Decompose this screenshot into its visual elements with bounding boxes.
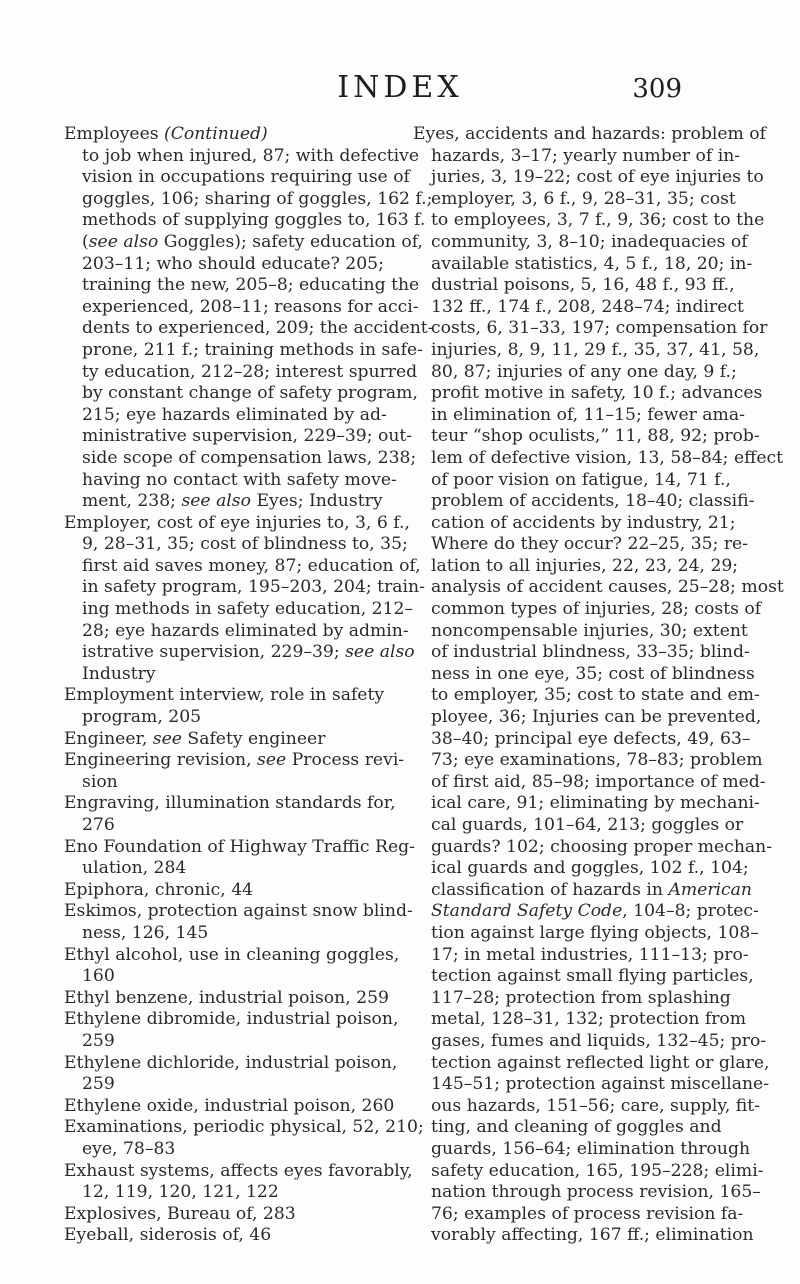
index-entry: Explosives, Bureau of, 283 bbox=[64, 1203, 296, 1224]
index-entry-continuation: guards, 156–64; elimination through bbox=[431, 1138, 751, 1159]
index-entry-continuation: guards? 102; choosing proper mechan- bbox=[431, 836, 773, 857]
index-entry-continuation: hazards, 3–17; yearly number of in- bbox=[431, 145, 741, 166]
index-entry-continuation: ty education, 212–28; interest spurred bbox=[82, 361, 418, 382]
index-entry-continuation: gases, fumes and liquids, 132–45; pro- bbox=[431, 1030, 767, 1051]
index-entry: Examinations, periodic physical, 52, 210; bbox=[64, 1117, 424, 1138]
index-entry-continuation: in safety program, 195–203, 204; train- bbox=[82, 577, 425, 598]
index-column-left bbox=[64, 124, 434, 1247]
index-entry-continuation: community, 3, 8–10; inadequacies of bbox=[431, 231, 748, 252]
index-entry-continuation: profit motive in safety, 10 f.; advances bbox=[431, 383, 763, 404]
index-entry-continuation: Industry bbox=[82, 663, 156, 684]
index-entry-continuation: 145–51; protection against miscellane- bbox=[431, 1074, 770, 1095]
index-entry-continuation: dustrial poisons, 5, 16, 48 f., 93 ff., bbox=[431, 275, 735, 296]
index-entry-continuation: ness in one eye, 35; cost of blindness bbox=[431, 663, 755, 684]
index-entry-continuation: by constant change of safety program, bbox=[82, 383, 418, 404]
index-entry-continuation: in elimination of, 11–15; fewer ama- bbox=[431, 404, 745, 425]
index-entry-continuation: 117–28; protection from splashing bbox=[431, 987, 731, 1008]
index-entry-continuation: 17; in metal industries, 111–13; pro- bbox=[431, 944, 749, 965]
index-entry-continuation: juries, 3, 19–22; cost of eye injuries to bbox=[431, 167, 764, 188]
index-entry-continuation: of industrial blindness, 33–35; blind- bbox=[431, 642, 750, 663]
index-entry-continuation: 73; eye examinations, 78–83; problem bbox=[431, 750, 763, 771]
index-entry-continuation: 12, 119, 120, 121, 122 bbox=[82, 1182, 279, 1203]
index-entry-continuation: injuries, 8, 9, 11, 29 f., 35, 37, 41, 58, bbox=[431, 339, 760, 360]
index-entry-continuation: analysis of accident causes, 25–28; most bbox=[431, 577, 784, 598]
index-entry: Eskimos, protection against snow blind- bbox=[64, 901, 413, 922]
index-entry-continuation: 76; examples of process revision fa- bbox=[431, 1203, 744, 1224]
index-entry-continuation: metal, 128–31, 132; protection from bbox=[431, 1009, 747, 1030]
index-entry: Eyes, accidents and hazards: problem of bbox=[413, 124, 767, 144]
index-entry: Employer, cost of eye injuries to, 3, 6 f., bbox=[64, 512, 410, 533]
index-entry-continuation: 259 bbox=[82, 1030, 115, 1051]
index-entry-continuation: problem of accidents, 18–40; classifi- bbox=[431, 491, 755, 512]
index-entry-continuation: common types of injuries, 28; costs of bbox=[431, 599, 762, 620]
index-entry-continuation: nation through process revision, 165– bbox=[431, 1182, 761, 1203]
index-entry-continuation: dents to experienced, 209; the accident- bbox=[82, 318, 434, 339]
index-entry: Ethyl alcohol, use in cleaning goggles, bbox=[64, 944, 400, 965]
index-entry-continuation: employer, 3, 6 f., 9, 28–31, 35; cost bbox=[431, 188, 736, 209]
index-entry: Epiphora, chronic, 44 bbox=[64, 879, 254, 900]
index-entry-continuation: ting, and cleaning of goggles and bbox=[431, 1117, 722, 1138]
index-entry-continuation: costs, 6, 31–33, 197; compensation for bbox=[431, 318, 768, 339]
index-entry-continuation: goggles, 106; sharing of goggles, 162 f.; bbox=[82, 188, 433, 209]
index-entry-continuation: 259 bbox=[82, 1074, 115, 1095]
index-entry-continuation: training the new, 205–8; educating the bbox=[82, 275, 420, 296]
index-entry-continuation: classification of hazards in American bbox=[431, 879, 752, 900]
index-entry-continuation: ous hazards, 151–56; care, supply, fit- bbox=[431, 1095, 760, 1116]
running-title: INDEX bbox=[337, 70, 463, 105]
index-entry-continuation: ployee, 36; Injuries can be prevented, bbox=[431, 707, 762, 728]
index-entry-continuation: 215; eye hazards eliminated by ad- bbox=[82, 404, 387, 425]
index-entry-continuation: vision in occupations requiring use of bbox=[82, 167, 410, 188]
index-entry: Ethylene dichloride, industrial poison, bbox=[64, 1052, 398, 1073]
index-entry-continuation: to job when injured, 87; with defective bbox=[82, 145, 420, 166]
index-entry-continuation: tection against small flying particles, bbox=[431, 966, 754, 987]
index-entry: Engraving, illumination standards for, bbox=[64, 793, 396, 814]
index-entry-continuation: ical care, 91; eliminating by mechani- bbox=[431, 793, 760, 814]
index-entry-continuation: (see also Goggles); safety education of, bbox=[82, 231, 423, 252]
index-entry: Ethylene oxide, industrial poison, 260 bbox=[64, 1095, 395, 1116]
index-entry-continuation: experienced, 208–11; reasons for acci- bbox=[82, 296, 419, 317]
index-entry-continuation: lem of defective vision, 13, 58–84; effect bbox=[431, 447, 784, 468]
index-entry-continuation: 38–40; principal eye defects, 49, 63– bbox=[431, 728, 751, 749]
index-entry-continuation: first aid saves money, 87; education of, bbox=[82, 555, 421, 576]
index-entry-continuation: sion bbox=[82, 771, 118, 792]
index-entry: Employment interview, role in safety bbox=[64, 685, 385, 706]
index-entry-continuation: program, 205 bbox=[82, 707, 202, 728]
index-entry-continuation: of poor vision on fatigue, 14, 71 f., bbox=[431, 469, 731, 490]
index-entry-continuation: vorably affecting, 167 ff.; elimination bbox=[431, 1225, 754, 1246]
index-entry-continuation: 9, 28–31, 35; cost of blindness to, 35; bbox=[82, 534, 408, 555]
index-entry-continuation: Standard Safety Code, 104–8; protec- bbox=[431, 901, 759, 922]
index-entry-continuation: 160 bbox=[82, 966, 115, 987]
index-entry-continuation: methods of supplying goggles to, 163 f. bbox=[82, 210, 426, 231]
index-entry-continuation: available statistics, 4, 5 f., 18, 20; in- bbox=[431, 253, 753, 274]
index-entry-continuation: side scope of compensation laws, 238; bbox=[82, 447, 417, 468]
index-entry-continuation: 28; eye hazards eliminated by admin- bbox=[82, 620, 409, 641]
index-entry-continuation: 276 bbox=[82, 815, 115, 835]
index-entry-continuation: Where do they occur? 22–25, 35; re- bbox=[431, 534, 749, 555]
index-entry: Ethyl benzene, industrial poison, 259 bbox=[64, 987, 389, 1008]
index-entry-continuation: teur “shop oculists,” 11, 88, 92; prob- bbox=[431, 426, 760, 447]
index-entry: Eyeball, siderosis of, 46 bbox=[64, 1225, 272, 1246]
index-entry: Engineering revision, see Process revi- bbox=[64, 750, 405, 771]
index-entry: Eno Foundation of Highway Traffic Reg- bbox=[64, 836, 415, 857]
index-entry-continuation: to employees, 3, 7 f., 9, 36; cost to the bbox=[431, 210, 765, 231]
index-entry-continuation: to employer, 35; cost to state and em- bbox=[431, 685, 760, 706]
index-entry-continuation: of first aid, 85–98; importance of med- bbox=[431, 771, 766, 792]
index-entry-continuation: 203–11; who should educate? 205; bbox=[82, 253, 384, 274]
index-entry: Ethylene dibromide, industrial poison, bbox=[64, 1009, 399, 1030]
index-column-right bbox=[413, 124, 784, 1247]
index-entry-continuation: prone, 211 f.; training methods in safe- bbox=[82, 339, 423, 360]
index-entry-continuation: ness, 126, 145 bbox=[82, 922, 209, 943]
index-entry-continuation: 80, 87; injuries of any one day, 9 f.; bbox=[431, 361, 737, 382]
index-entry-continuation: tion against large flying objects, 108– bbox=[431, 922, 759, 943]
index-entry-continuation: ing methods in safety education, 212– bbox=[82, 599, 414, 620]
index-entry: Engineer, see Safety engineer bbox=[64, 728, 326, 749]
index-entry-continuation: cation of accidents by industry, 21; bbox=[431, 512, 736, 533]
index-entry-continuation: tection against reflected light or glare, bbox=[431, 1052, 770, 1073]
index-entry-continuation: eye, 78–83 bbox=[82, 1138, 176, 1159]
page-header bbox=[0, 70, 800, 114]
index-entry-continuation: 132 ff., 174 f., 208, 248–74; indirect bbox=[431, 296, 744, 317]
index-entry-continuation: ment, 238; see also Eyes; Industry bbox=[82, 491, 383, 512]
index-entry-continuation: noncompensable injuries, 30; extent bbox=[431, 620, 748, 641]
index-entry-continuation: having no contact with safety move- bbox=[82, 469, 397, 490]
page-number: 309 bbox=[632, 74, 682, 104]
index-entry: Employees (Continued) bbox=[64, 124, 268, 144]
index-entry-continuation: istrative supervision, 229–39; see also bbox=[82, 642, 415, 663]
index-entry-continuation: lation to all injuries, 22, 23, 24, 29; bbox=[431, 555, 739, 576]
index-entry-continuation: ulation, 284 bbox=[82, 858, 187, 879]
index-entry-continuation: safety education, 165, 195–228; elimi- bbox=[431, 1160, 764, 1181]
index-entry: Exhaust systems, affects eyes favorably, bbox=[64, 1160, 413, 1181]
index-entry-continuation: ical guards and goggles, 102 f., 104; bbox=[431, 858, 749, 879]
index-entry-continuation: cal guards, 101–64, 213; goggles or bbox=[431, 815, 744, 835]
index-entry-continuation: ministrative supervision, 229–39; out- bbox=[82, 426, 413, 447]
